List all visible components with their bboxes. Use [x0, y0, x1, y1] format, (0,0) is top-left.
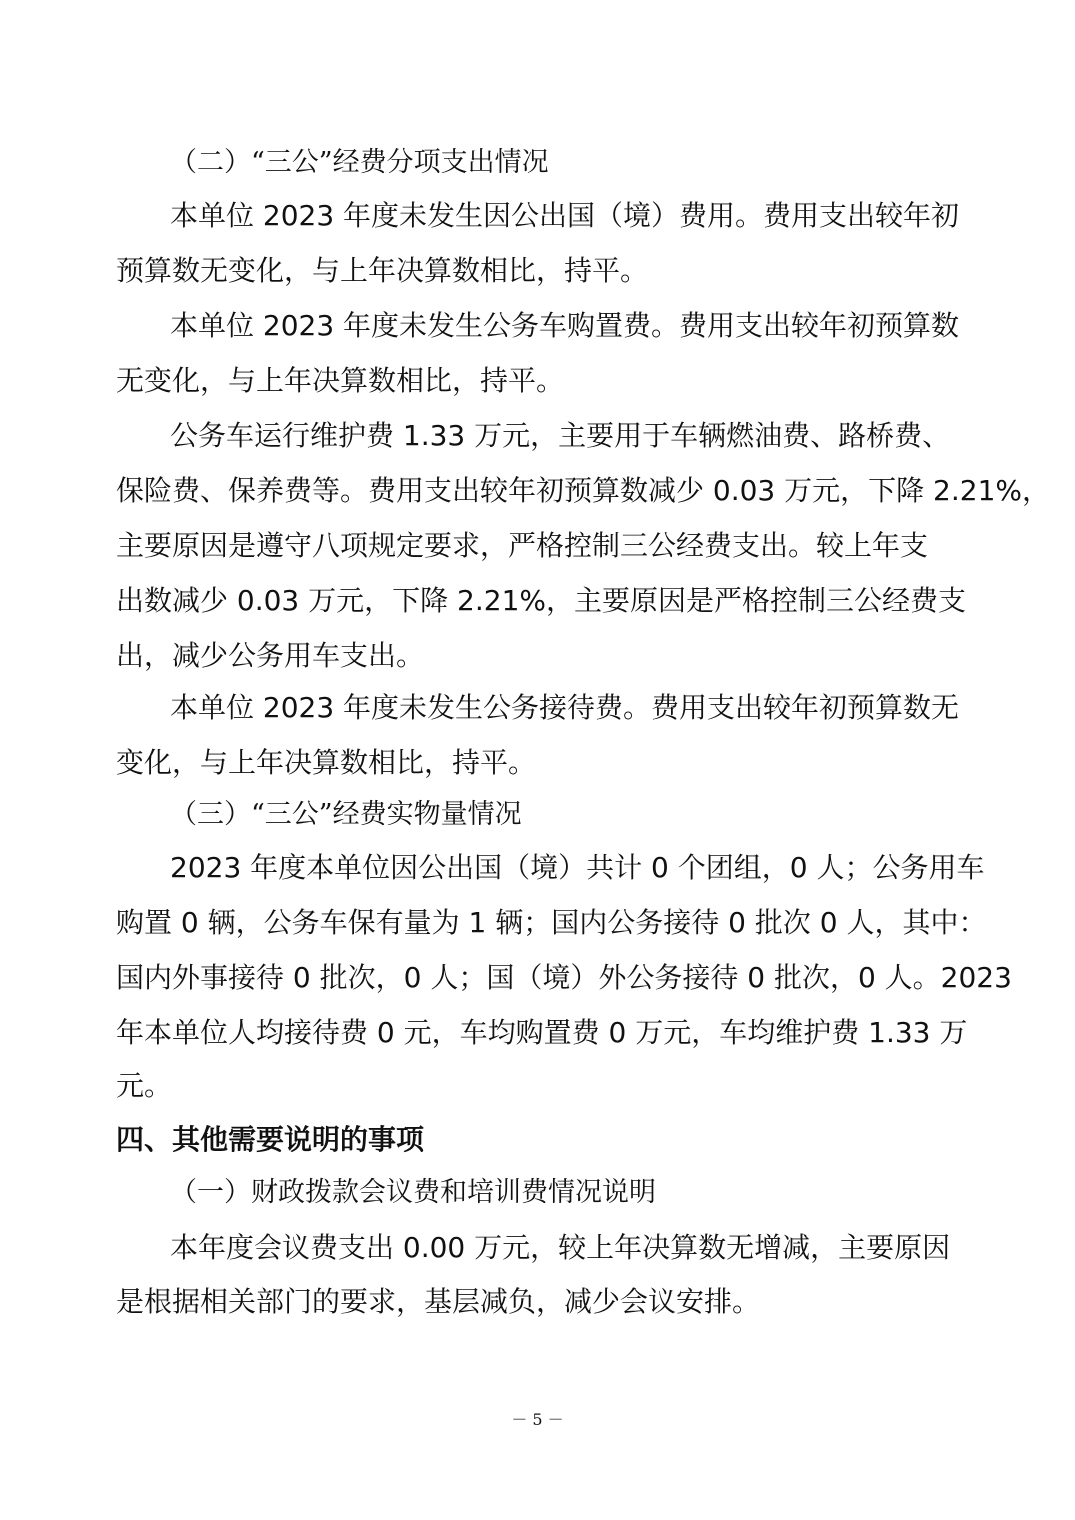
paragraph-line: 本单位 2023 年度未发生因公出国（境）费用。费用支出较年初: [170, 199, 960, 232]
paragraph-line: 出，减少公务用车支出。: [116, 639, 425, 672]
paragraph-line: 预算数无变化，与上年决算数相比，持平。: [116, 254, 649, 287]
paragraph-line: 本单位 2023 年度未发生公务接待费。费用支出较年初预算数无: [170, 691, 960, 724]
paragraph-line: 元。: [116, 1069, 173, 1102]
paragraph-line: 公务车运行维护费 1.33 万元，主要用于车辆燃油费、路桥费、: [170, 419, 951, 452]
paragraph-line: 无变化，与上年决算数相比，持平。: [116, 364, 565, 397]
paragraph-line: 本单位 2023 年度未发生公务车购置费。费用支出较年初预算数: [170, 309, 960, 342]
paragraph-line: 保险费、保养费等。费用支出较年初预算数减少 0.03 万元，下降 2.21%，: [116, 474, 1050, 507]
paragraph-line: 主要原因是遵守八项规定要求，严格控制三公经费支出。较上年支: [116, 529, 929, 562]
section-heading-san-gong-itemized: （二）“三公”经费分项支出情况: [170, 147, 549, 178]
paragraph-line: 是根据相关部门的要求，基层减负，减少会议安排。: [116, 1285, 761, 1318]
paragraph-line: 2023 年度本单位因公出国（境）共计 0 个团组，0 人；公务用车: [170, 851, 985, 884]
paragraph-line: 本年度会议费支出 0.00 万元，较上年决算数无增减，主要原因: [170, 1231, 951, 1264]
paragraph-line: 出数减少 0.03 万元，下降 2.21%，主要原因是严格控制三公经费支: [116, 584, 966, 617]
paragraph-line: 购置 0 辆，公务车保有量为 1 辆；国内公务接待 0 批次 0 人，其中：: [116, 906, 987, 939]
section-heading-san-gong-physical: （三）“三公”经费实物量情况: [170, 799, 522, 830]
paragraph-line: 年本单位人均接待费 0 元，车均购置费 0 万元，车均维护费 1.33 万: [116, 1016, 968, 1049]
paragraph-line: 国内外事接待 0 批次，0 人；国（境）外公务接待 0 批次，0 人。2023: [116, 961, 1012, 994]
paragraph-line: 变化，与上年决算数相比，持平。: [116, 746, 537, 779]
page-number: － 5 －: [511, 1410, 564, 1429]
section-heading-other-matters: 四、其他需要说明的事项: [116, 1123, 425, 1156]
section-heading-meeting-training-fees: （一）财政拨款会议费和培训费情况说明: [170, 1177, 656, 1208]
